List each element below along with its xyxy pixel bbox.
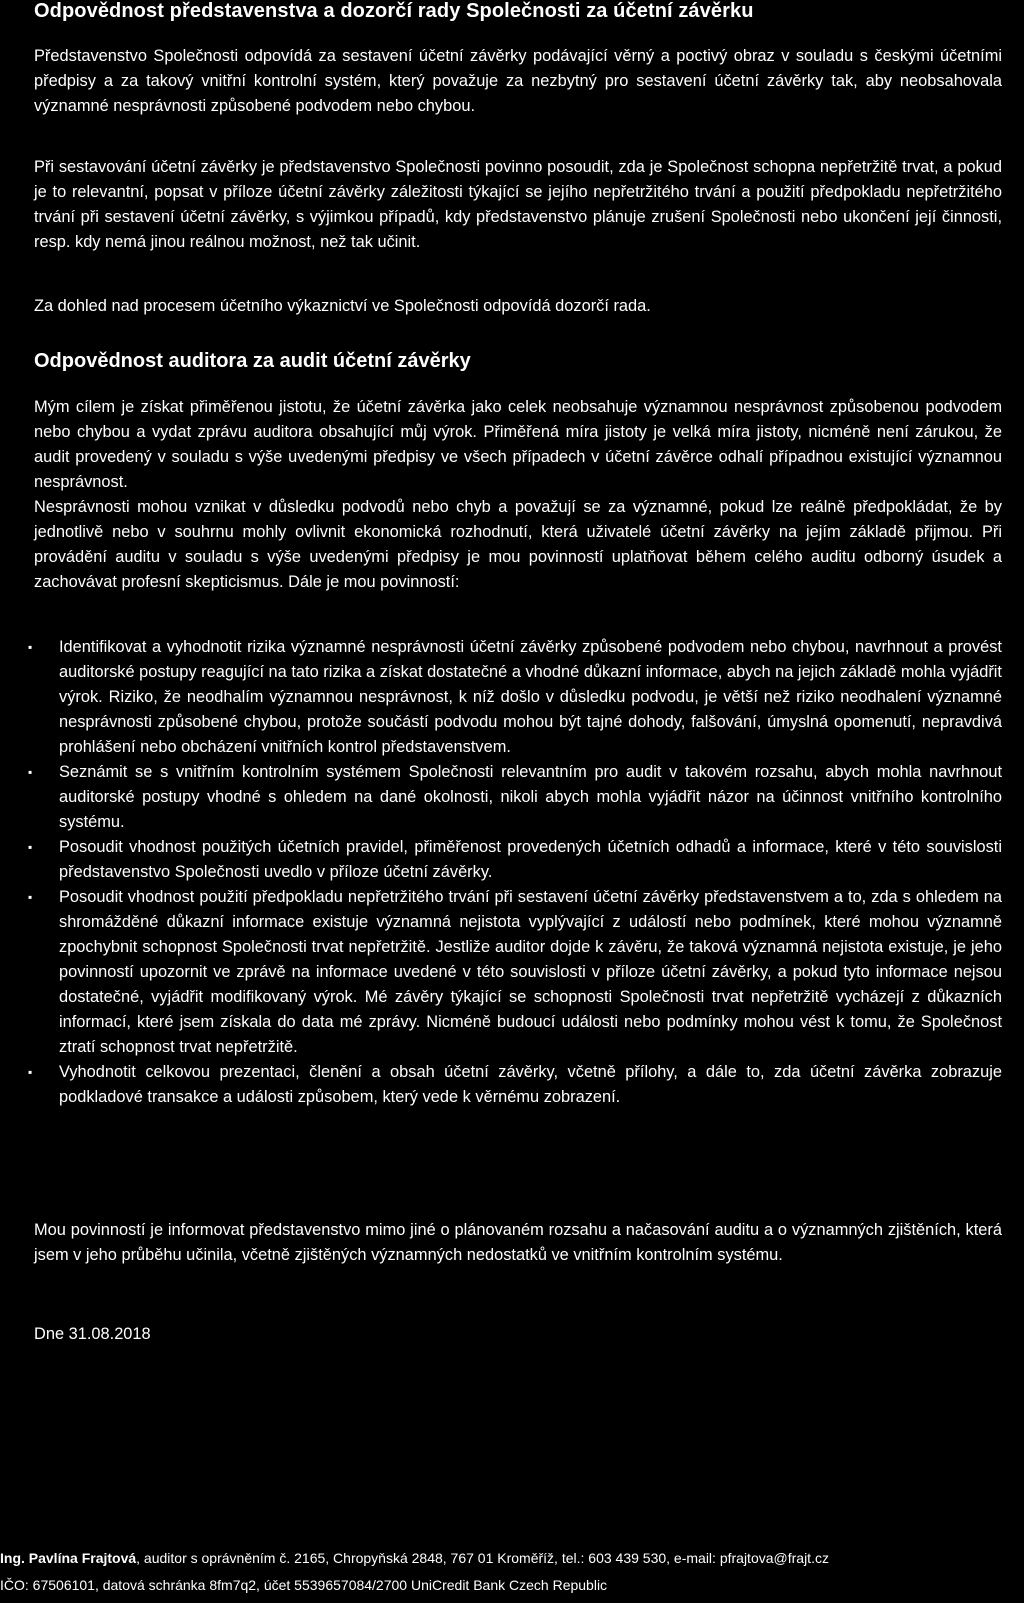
list-item (28, 1060, 1002, 1110)
list-item (28, 760, 1002, 835)
going-concern-paragraph: Při sestavování účetní závěrky je představenstvo Společnosti povinno posoudit, zda je Společnost schopna nepřetržitě trvat, a pokud je to relevantní, popsat v příloze účetní závěrky záležitosti týkající se jejího nepřetržitého trvání a použití předpokladu nepřetržitého trvání při sestavení účetní závěrky, s výjimkou případů, kdy představenstvo plánuje zrušení Společnosti nebo ukončení její činnosti, resp. kdy nemá jinou reálnou možnost, než tak učinit. (34, 158, 1002, 251)
footer-contact-line (0, 1550, 829, 1566)
board-responsibility-paragraph: Představenstvo Společnosti odpovídá za sestavení účetní závěrky podávající věrný a poctivý obraz v souladu s českými účetními předpisy a za takový vnitřní kontrolní systém, který považuje za nezbytný pro sestavení účetní závěrky tak, aby neobsahovala významné nesprávnosti způsobené podvodem nebo chybou. (34, 47, 1002, 115)
communication-paragraph: Mou povinností je informovat představenstvo mimo jiné o plánovaném rozsahu a načasování auditu a o významných zjištěních, která jsem v jeho průběhu učinila, včetně zjištěných významných nedostatků ve vnitřním kontrolním systému. (34, 1221, 1002, 1264)
bullet-icon: ▪ (28, 890, 33, 904)
auditor-responsibility-heading: Odpovědnost auditora za audit účetní závěrky (34, 350, 471, 372)
list-item (28, 835, 1002, 885)
auditor-duties-list (28, 635, 1002, 1110)
list-item-text: Posoudit vhodnost použití předpokladu nepřetržitého trvání při sestavení účetní závěrky představenstvem a to, zda s ohledem na shromážděné důkazní informace existuje významná nejistota vyplývající z událostí nebo podmínek, které mohou významně zpochybnit schopnost Společnosti trvat nepřetržitě. Jestliže auditor dojde k závěru, že taková významná nejistota existuje, je jeho povinností upozornit ve zprávě na informace uvedené v této souvislosti v příloze účetní závěrky, a pokud tyto informace nejsou dostatečné, vyjádřit modifikovaný výrok. Mé závěry týkající se schopnosti Společnosti trvat nepřetržitě vycházejí z důkazních informací, které jsem získala do data mé zprávy. Nicméně budoucí události nebo podmínky mohou vést k tomu, že Společnost ztratí schopnost trvat nepřetržitě. (59, 888, 1002, 1056)
auditor-name: Ing. Pavlína Frajtová (0, 1550, 137, 1566)
bullet-icon: ▪ (28, 765, 33, 779)
misstatement-paragraph: Nesprávnosti mohou vznikat v důsledku podvodů nebo chyb a považují se za významné, pokud lze reálně předpokládat, že by jednotlivě nebo v souhrnu mohly ovlivnit ekonomická rozhodnutí, která uživatelé účetní závěrky na jejím základě přijmou. Při provádění auditu v souladu s výše uvedenými předpisy je mou povinností uplatňovat během celého auditu odborný úsudek a zachovávat profesní skepticismus. Dále je mou povinností: (34, 498, 1002, 591)
footer-registration-line: IČO: 67506101, datová schránka 8fm7q2, účet 5539657084/2700 UniCredit Bank Czech Republic (0, 1577, 608, 1593)
auditor-objective-paragraph: Mým cílem je získat přiměřenou jistotu, že účetní závěrka jako celek neobsahuje významnou nesprávnost způsobenou podvodem nebo chybou a vydat zprávu auditora obsahující můj výrok. Přiměřená míra jistoty je velká míra jistoty, nicméně není zárukou, že audit provedený v souladu s výše uvedenými předpisy ve všech případech v účetní závěrce odhalí případnou existující významnou nesprávnost. (34, 398, 1002, 491)
bullet-icon: ▪ (28, 1065, 33, 1079)
list-item-text: Vyhodnotit celkovou prezentaci, členění a obsah účetní závěrky, včetně přílohy, a dále to, zda účetní závěrka zobrazuje podkladové transakce a události způsobem, který vede k věrnému zobrazení. (59, 1063, 1002, 1106)
list-item-text: Seznámit se s vnitřním kontrolním systémem Společnosti relevantním pro audit v takovém rozsahu, abych mohla navrhnout auditorské postupy vhodné s ohledem na dané okolnosti, nikoli abych mohla vyjádřit názor na účinnost vnitřního kontrolního systému. (59, 763, 1002, 831)
list-item-text: Identifikovat a vyhodnotit rizika významné nesprávnosti účetní závěrky způsobené podvodem nebo chybou, navrhnout a provést auditorské postupy reagující na tato rizika a získat dostatečné a vhodné důkazní informace, abych na jejich základě mohla vyjádřit výrok. Riziko, že neodhalím významnou nesprávnost, k níž došlo v důsledku podvodu, je větší než riziko neodhalení významné nesprávnosti způsobené chybou, protože součástí podvodu mohou být tajné dohody, falšování, úmyslná opomenutí, nepravdivá prohlášení nebo obcházení vnitřních kontrol představenstvem. (59, 638, 1002, 756)
bullet-icon: ▪ (28, 640, 33, 654)
list-item (28, 885, 1002, 1060)
board-responsibility-heading: Odpovědnost představenstva a dozorčí rady Společnosti za účetní závěrku (34, 0, 754, 22)
report-date: Dne 31.08.2018 (34, 1325, 151, 1343)
list-item-text: Posoudit vhodnost použitých účetních pravidel, přiměřenost provedených účetních odhadů a informace, které v této souvislosti představenstvo Společnosti uvedlo v příloze účetní závěrky. (59, 838, 1002, 881)
auditor-contact-details: , auditor s oprávněním č. 2165, Chropyňská 2848, 767 01 Kroměříž, tel.: 603 439 530, e-mail: pfrajtova@frajt.cz (136, 1550, 829, 1566)
bullet-icon: ▪ (28, 840, 33, 854)
list-item (28, 635, 1002, 760)
supervisory-board-paragraph: Za dohled nad procesem účetního výkaznictví ve Společnosti odpovídá dozorčí rada. (34, 297, 651, 315)
